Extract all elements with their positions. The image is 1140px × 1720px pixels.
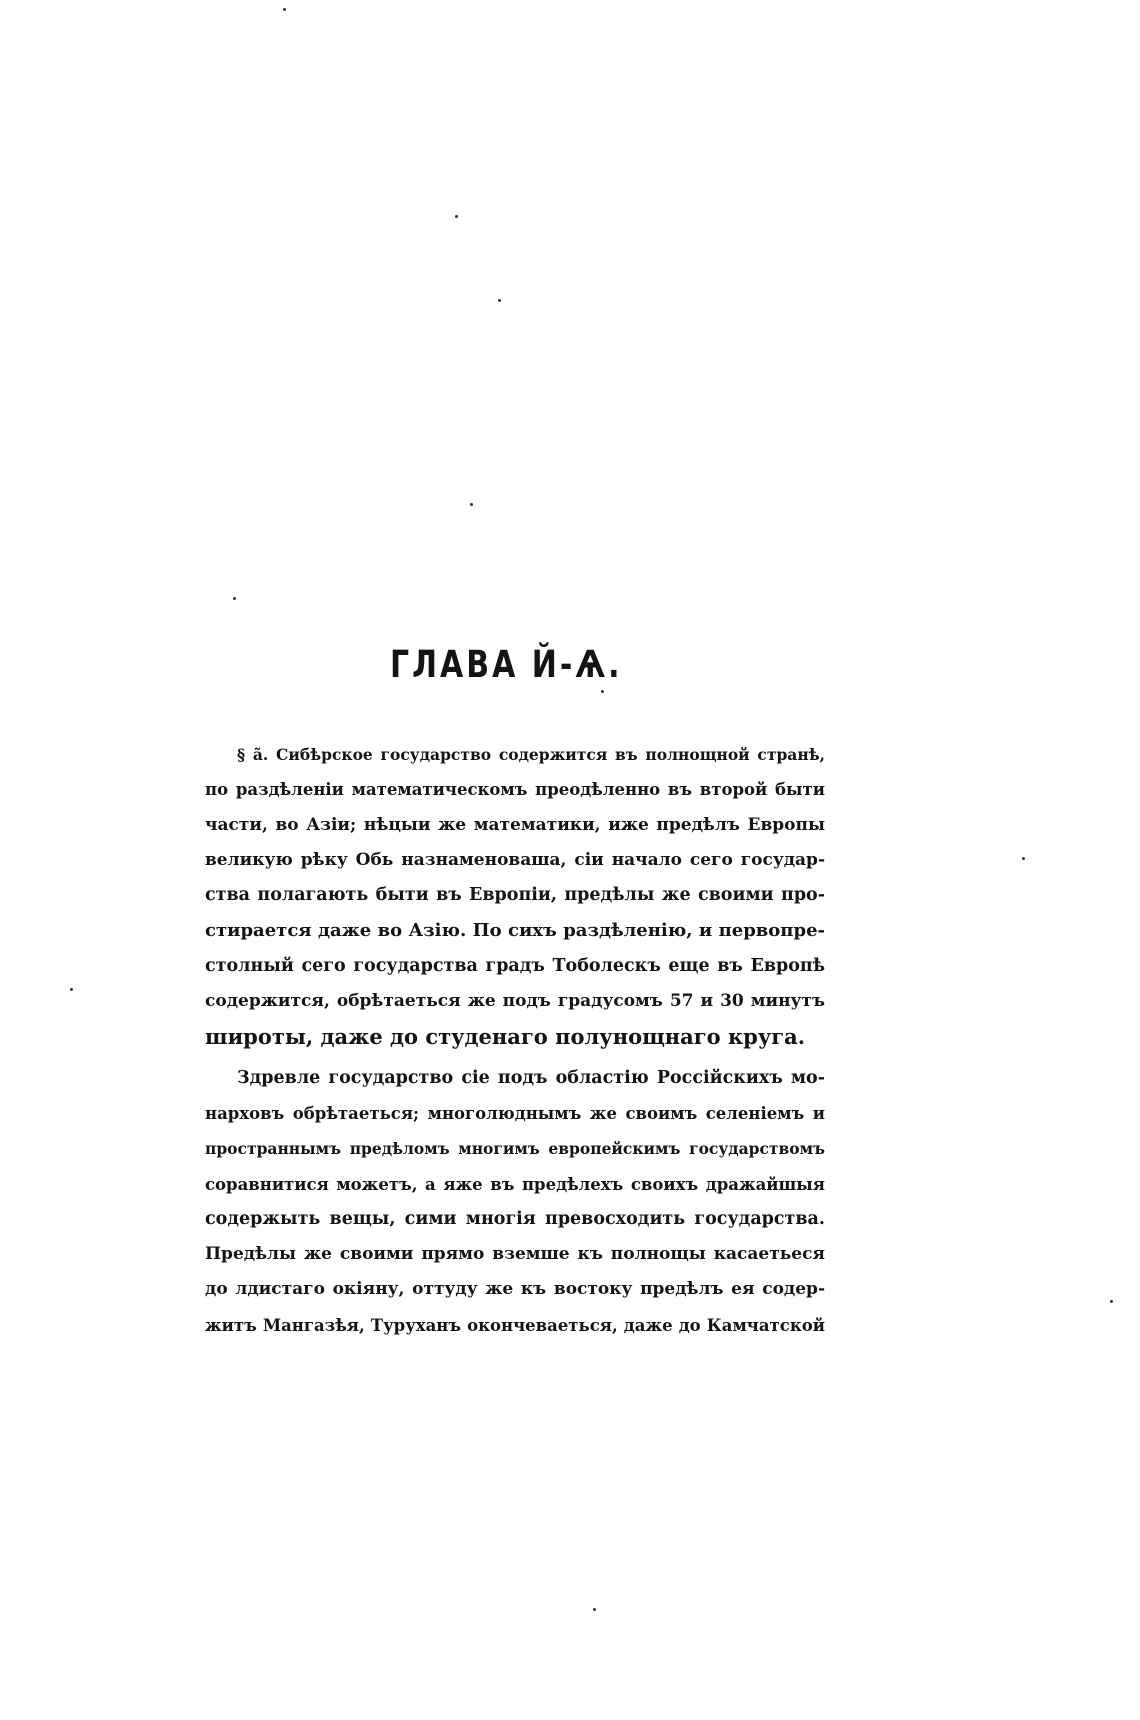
text-line: содержыть вещы, сими многія превосходить государства. — [205, 1208, 825, 1229]
text-line: содержится, обрѣтаеться же подъ градусомъ 57 и 30 минутъ — [205, 991, 825, 1012]
chapter-body — [205, 737, 825, 1343]
speck — [455, 215, 458, 218]
text-line: стирается даже во Азію. По сихъ раздѣленію, и первопре- — [205, 920, 825, 942]
text-line: столный сего государства градъ Тоболескъ еще въ Европѣ — [205, 955, 825, 976]
paragraph-2 — [205, 1061, 825, 1343]
text-line: Предѣлы же своими прямо вземше къ полнощы касаетьеся — [205, 1244, 825, 1265]
text-line: § а̃. Сибѣрское государство содержится въ полнощной странѣ, — [237, 745, 825, 764]
speck — [70, 988, 73, 991]
text-line: до лдистаго окіяну, оттуду же къ востоку предѣлъ ея содер- — [205, 1279, 825, 1300]
text-line: широты, даже до студенаго полунощнаго круга. — [205, 1024, 806, 1050]
speck — [283, 8, 286, 11]
chapter-heading: ГЛАВА Й-Ѧ. — [390, 643, 623, 687]
text-line: пространнымъ предѣломъ многимъ европейскимъ государствомъ — [205, 1139, 825, 1159]
text-line: житъ Мангазѣя, Туруханъ окончеваеться, даже до Камчатской — [205, 1315, 825, 1335]
text-line: нарховъ обрѣтаеться; многолюднымъ же своимъ селеніемъ и — [205, 1103, 825, 1123]
speck — [593, 1608, 596, 1611]
speck — [601, 690, 604, 693]
text-line: соравнитися можетъ, а яже въ предѣлехъ своихъ дражайшыя — [205, 1174, 825, 1194]
text-line: по раздѣленіи математическомъ преодѣленно въ второй быти — [205, 780, 825, 800]
text-line: части, во Азіи; нѣцыи же математики, иже предѣлъ Европы — [205, 814, 825, 835]
text-line: ства полагають быти въ Европіи, предѣлы же своими про- — [205, 885, 825, 906]
text-line: великую рѣку Обь назнаменоваша, сіи начало сего государ- — [205, 849, 825, 870]
speck — [498, 299, 501, 302]
speck — [1110, 1300, 1113, 1303]
text-line: Здревле государство сіе подъ областію Россійскихъ мо- — [237, 1067, 825, 1088]
speck — [233, 597, 236, 600]
paragraph-1 — [205, 737, 825, 1055]
speck — [470, 503, 473, 506]
speck — [1022, 857, 1025, 860]
